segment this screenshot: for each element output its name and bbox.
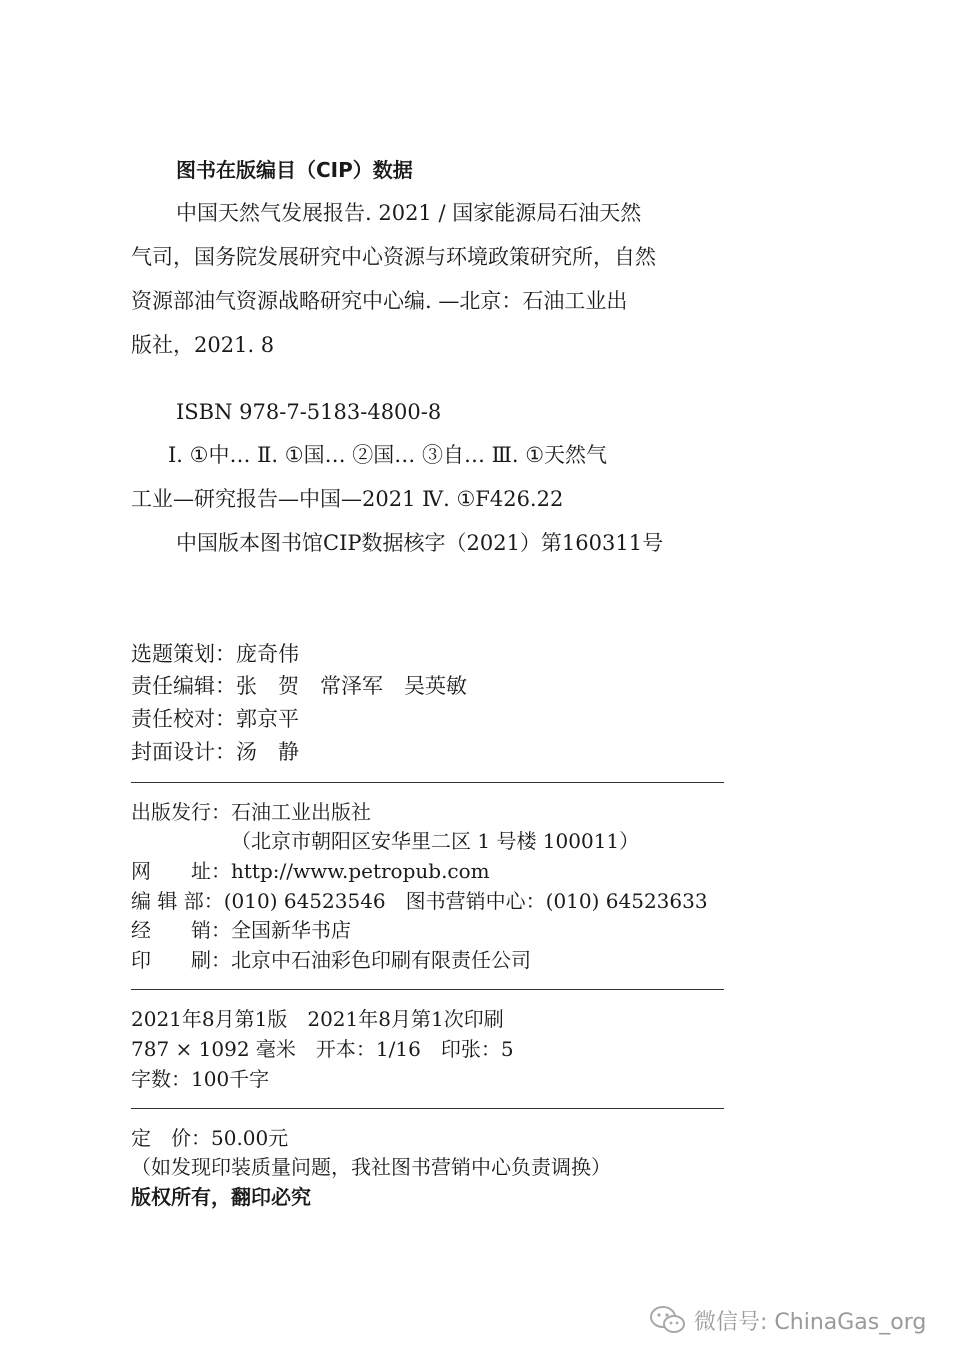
publisher-row [131, 857, 490, 885]
cip-desc-line-4: 版社，2021. 8 [131, 333, 275, 357]
watermark-text: 微信号: ChinaGas_org [694, 1309, 927, 1335]
credit-row [131, 705, 299, 733]
cip-desc-line-3: 资源部油气资源战略研究中心编. —北京：石油工业出 [131, 289, 628, 313]
credit-label: 责任编辑： [131, 674, 236, 698]
cip-title: 图书在版编目（CIP）数据 [176, 158, 413, 182]
price: 定 价：50.00元 [131, 1126, 289, 1150]
publisher-label: 出版发行： [131, 800, 231, 824]
credit-label: 选题策划： [131, 642, 236, 666]
watermark [648, 1304, 926, 1336]
publisher-row [131, 916, 351, 944]
publisher-phone: (010) 64523546 图书营销中心：(010) 64523633 [223, 889, 708, 913]
publisher-label: 网 址： [131, 859, 231, 883]
cip-class-line-1: Ⅰ. ①中… Ⅱ. ①国… ②国… ③自… Ⅲ. ①天然气 [168, 443, 608, 467]
isbn: ISBN 978-7-5183-4800-8 [176, 400, 442, 424]
publisher-website: http://www.petropub.com [231, 859, 490, 883]
rights-notice: 版权所有，翻印必究 [131, 1185, 311, 1209]
publisher-row [131, 946, 531, 974]
edition-line: 787 × 1092 毫米 开本：1/16 印张：5 [131, 1037, 514, 1061]
cip-desc-line-2: 气司，国务院发展研究中心资源与环境政策研究所，自然 [131, 245, 656, 269]
credit-label: 封面设计： [131, 740, 236, 764]
credit-row [131, 672, 467, 700]
publisher-label: 经 销： [131, 918, 231, 942]
cip-class-line-2: 工业—研究报告—中国—2021 Ⅳ. ①F426.22 [131, 487, 564, 511]
quality-note: （如发现印装质量问题，我社图书营销中心负责调换） [131, 1155, 611, 1179]
publisher-value: 北京中石油彩色印刷有限责任公司 [231, 948, 531, 972]
credit-value: 汤 静 [236, 740, 299, 764]
credit-value: 庞奇伟 [236, 642, 299, 666]
publisher-address: （北京市朝阳区安华里二区 1 号楼 100011） [231, 829, 640, 853]
divider [131, 989, 724, 990]
publisher-value: 全国新华书店 [231, 918, 351, 942]
divider [131, 1108, 724, 1109]
credit-value: 郭京平 [236, 707, 299, 731]
cip-number: 中国版本图书馆CIP数据核字（2021）第160311号 [176, 531, 664, 555]
publisher-row [131, 887, 708, 915]
publisher-row [131, 798, 371, 826]
publisher-value: 石油工业出版社 [231, 800, 371, 824]
cip-desc-line-1: 中国天然气发展报告. 2021 / 国家能源局石油天然 [176, 201, 642, 225]
publisher-label: 编 辑 部： [131, 889, 224, 913]
edition-line: 字数：100千字 [131, 1067, 270, 1091]
edition-line: 2021年8月第1版 2021年8月第1次印刷 [131, 1007, 504, 1031]
publisher-label: 印 刷： [131, 948, 231, 972]
divider [131, 782, 724, 783]
credit-row [131, 640, 299, 668]
credit-value: 张 贺 常泽军 吴英敏 [236, 674, 467, 698]
credit-label: 责任校对： [131, 707, 236, 731]
wechat-icon [648, 1304, 688, 1336]
credit-row [131, 738, 299, 766]
